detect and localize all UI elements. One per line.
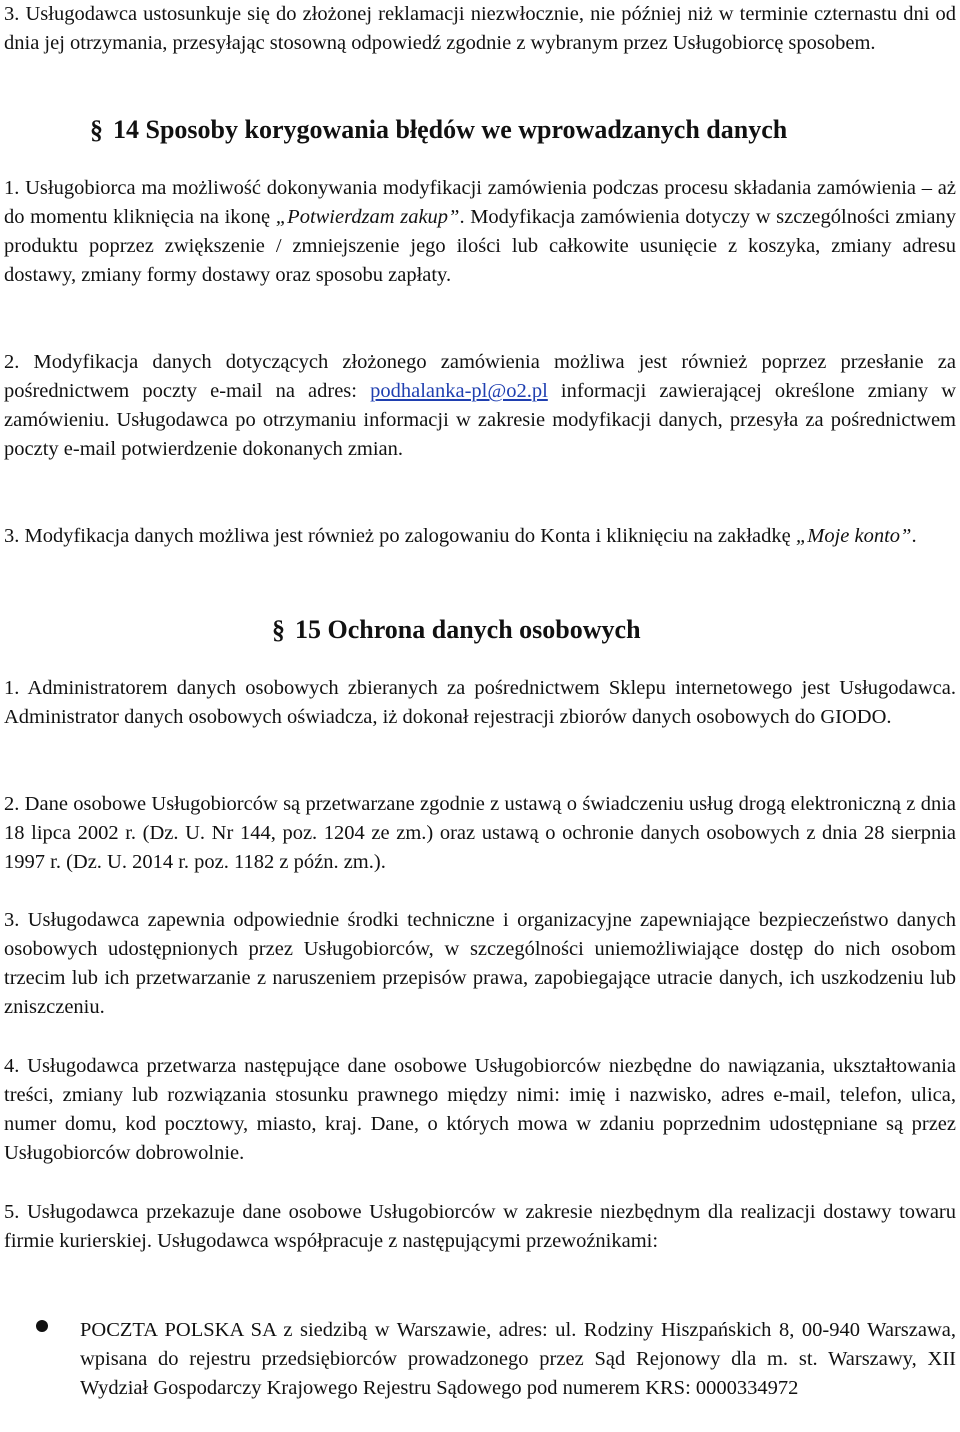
text-run: . <box>911 525 917 547</box>
section-15-paragraph-1: 1. Administratorem danych osobowych zbieranych za pośrednictwem Sklepu internetowego jest Usługodawca. Administrator danych osobowych oświadcza, iż dokonał rejestracji zbiorów danych osobowych do GIODO. <box>4 677 956 728</box>
section-14-title: 14 Sposoby korygowania błędów we wprowadzanych danych <box>113 115 788 144</box>
section-14-paragraph-1 <box>4 174 956 290</box>
section-14-heading <box>90 114 787 146</box>
list-item: POCZTA POLSKA SA z siedzibą w Warszawie, adres: ul. Rodziny Hiszpańskich 8, 00-940 Warszawa, wpisana do rejestru przedsiębiorców prowadzonego przez Sąd Rejonowy dla m. st. Warszawy, XII Wydział Gospodarczy Krajowego Rejestru Sądowego pod numerem KRS: 0000334972 <box>80 1319 956 1399</box>
section-15-title: 15 Ochrona danych osobowych <box>295 615 641 644</box>
section-15-paragraph-4: 4. Usługodawca przetwarza następujące dane osobowe Usługobiorców niezbędne do nawiązania, ukształtowania treści, zmiany lub rozwiązania stosunku prawnego między nimi: imię i nazwisko, adres e-mail, telefon, ulica, numer domu, kod pocztowy, miasto, kraj. Dane, o których mowa w zdaniu poprzednim udostępniane są przez Usługobiorców dobrowolnie. <box>4 1055 956 1164</box>
section-15-paragraph-2: 2. Dane osobowe Usługobiorców są przetwarzane zgodnie z ustawą o świadczeniu usług drogą elektroniczną z dnia 18 lipca 2002 r. (Dz. U. Nr 144, poz. 1204 ze zm.) oraz ustawą o ochronie danych osobowych z dnia 28 sierpnia 1997 r. (Dz. U. 2014 r. poz. 1182 z późn. zm.). <box>4 793 956 873</box>
text-run: 1. Usługobiorca ma możliwość dokonywania modyfikacji zamówienia podczas procesu składania zamówienia – aż do momentu kliknięcia na ikonę <box>4 177 956 228</box>
text-run: 2. Modyfikacja danych dotyczących złożonego zamówienia możliwa jest również poprzez przesłanie za pośrednictwem poczty e-mail na adres: <box>4 351 956 402</box>
section-15-paragraph-3: 3. Usługodawca zapewnia odpowiednie środki techniczne i organizacyjne zapewniające bezpieczeństwo danych osobowych udostępnionych przez Usługobiorców, w szczególności uniemożliwiające dostęp do nich osobom trzecim lub ich przetwarzanie z naruszeniem przepisów prawa, zapobiegające utracie danych, ich uszkodzeniu lub zniszczeniu. <box>4 909 956 1018</box>
section-15-paragraph-5: 5. Usługodawca przekazuje dane osobowe Usługobiorców w zakresie niezbędnym dla realizacji dostawy towaru firmie kurierskiej. Usługodawca współpracuje z następującymi przewoźnikami: <box>4 1201 956 1252</box>
text-run: . Modyfikacja zamówienia dotyczy w szczególności zmiany produktu poprzez zwiększenie / zmniejszenie jego ilości lub całkowite usunięcie z koszyka, zmiany adresu dostawy, zmiany formy dostawy oraz sposobu zapłaty. <box>4 206 956 286</box>
section-14-paragraph-3 <box>4 522 956 551</box>
bullet-icon <box>36 1320 48 1332</box>
button-name-emphasis: „Potwierdzam zakup” <box>275 206 460 228</box>
paragraph-complaint-response: 3. Usługodawca ustosunkuje się do złożonej reklamacji niezwłocznie, nie później niż w terminie czternastu dni od dnia jej otrzymania, przesyłając stosowną odpowiedź zgodnie z wybranym przez Usługobiorcę sposobem. <box>4 3 956 54</box>
email-link[interactable]: podhalanka-pl@o2.pl <box>370 380 548 402</box>
text-run: informacji zawierającej określone zmiany w zamówieniu. Usługodawca po otrzymaniu informacji w zakresie modyfikacji danych, przesyła za pośrednictwem poczty e-mail potwierdzenie dokonanych zmian. <box>4 380 956 460</box>
text-run: 3. Modyfikacja danych możliwa jest również po zalogowaniu do Konta i kliknięciu na zakładkę <box>4 525 796 547</box>
tab-name-emphasis: „Moje konto” <box>795 525 912 547</box>
section-sign: § <box>272 615 285 644</box>
section-sign: § <box>90 115 103 144</box>
section-14-paragraph-2 <box>4 348 956 464</box>
section-15-heading <box>272 614 641 646</box>
